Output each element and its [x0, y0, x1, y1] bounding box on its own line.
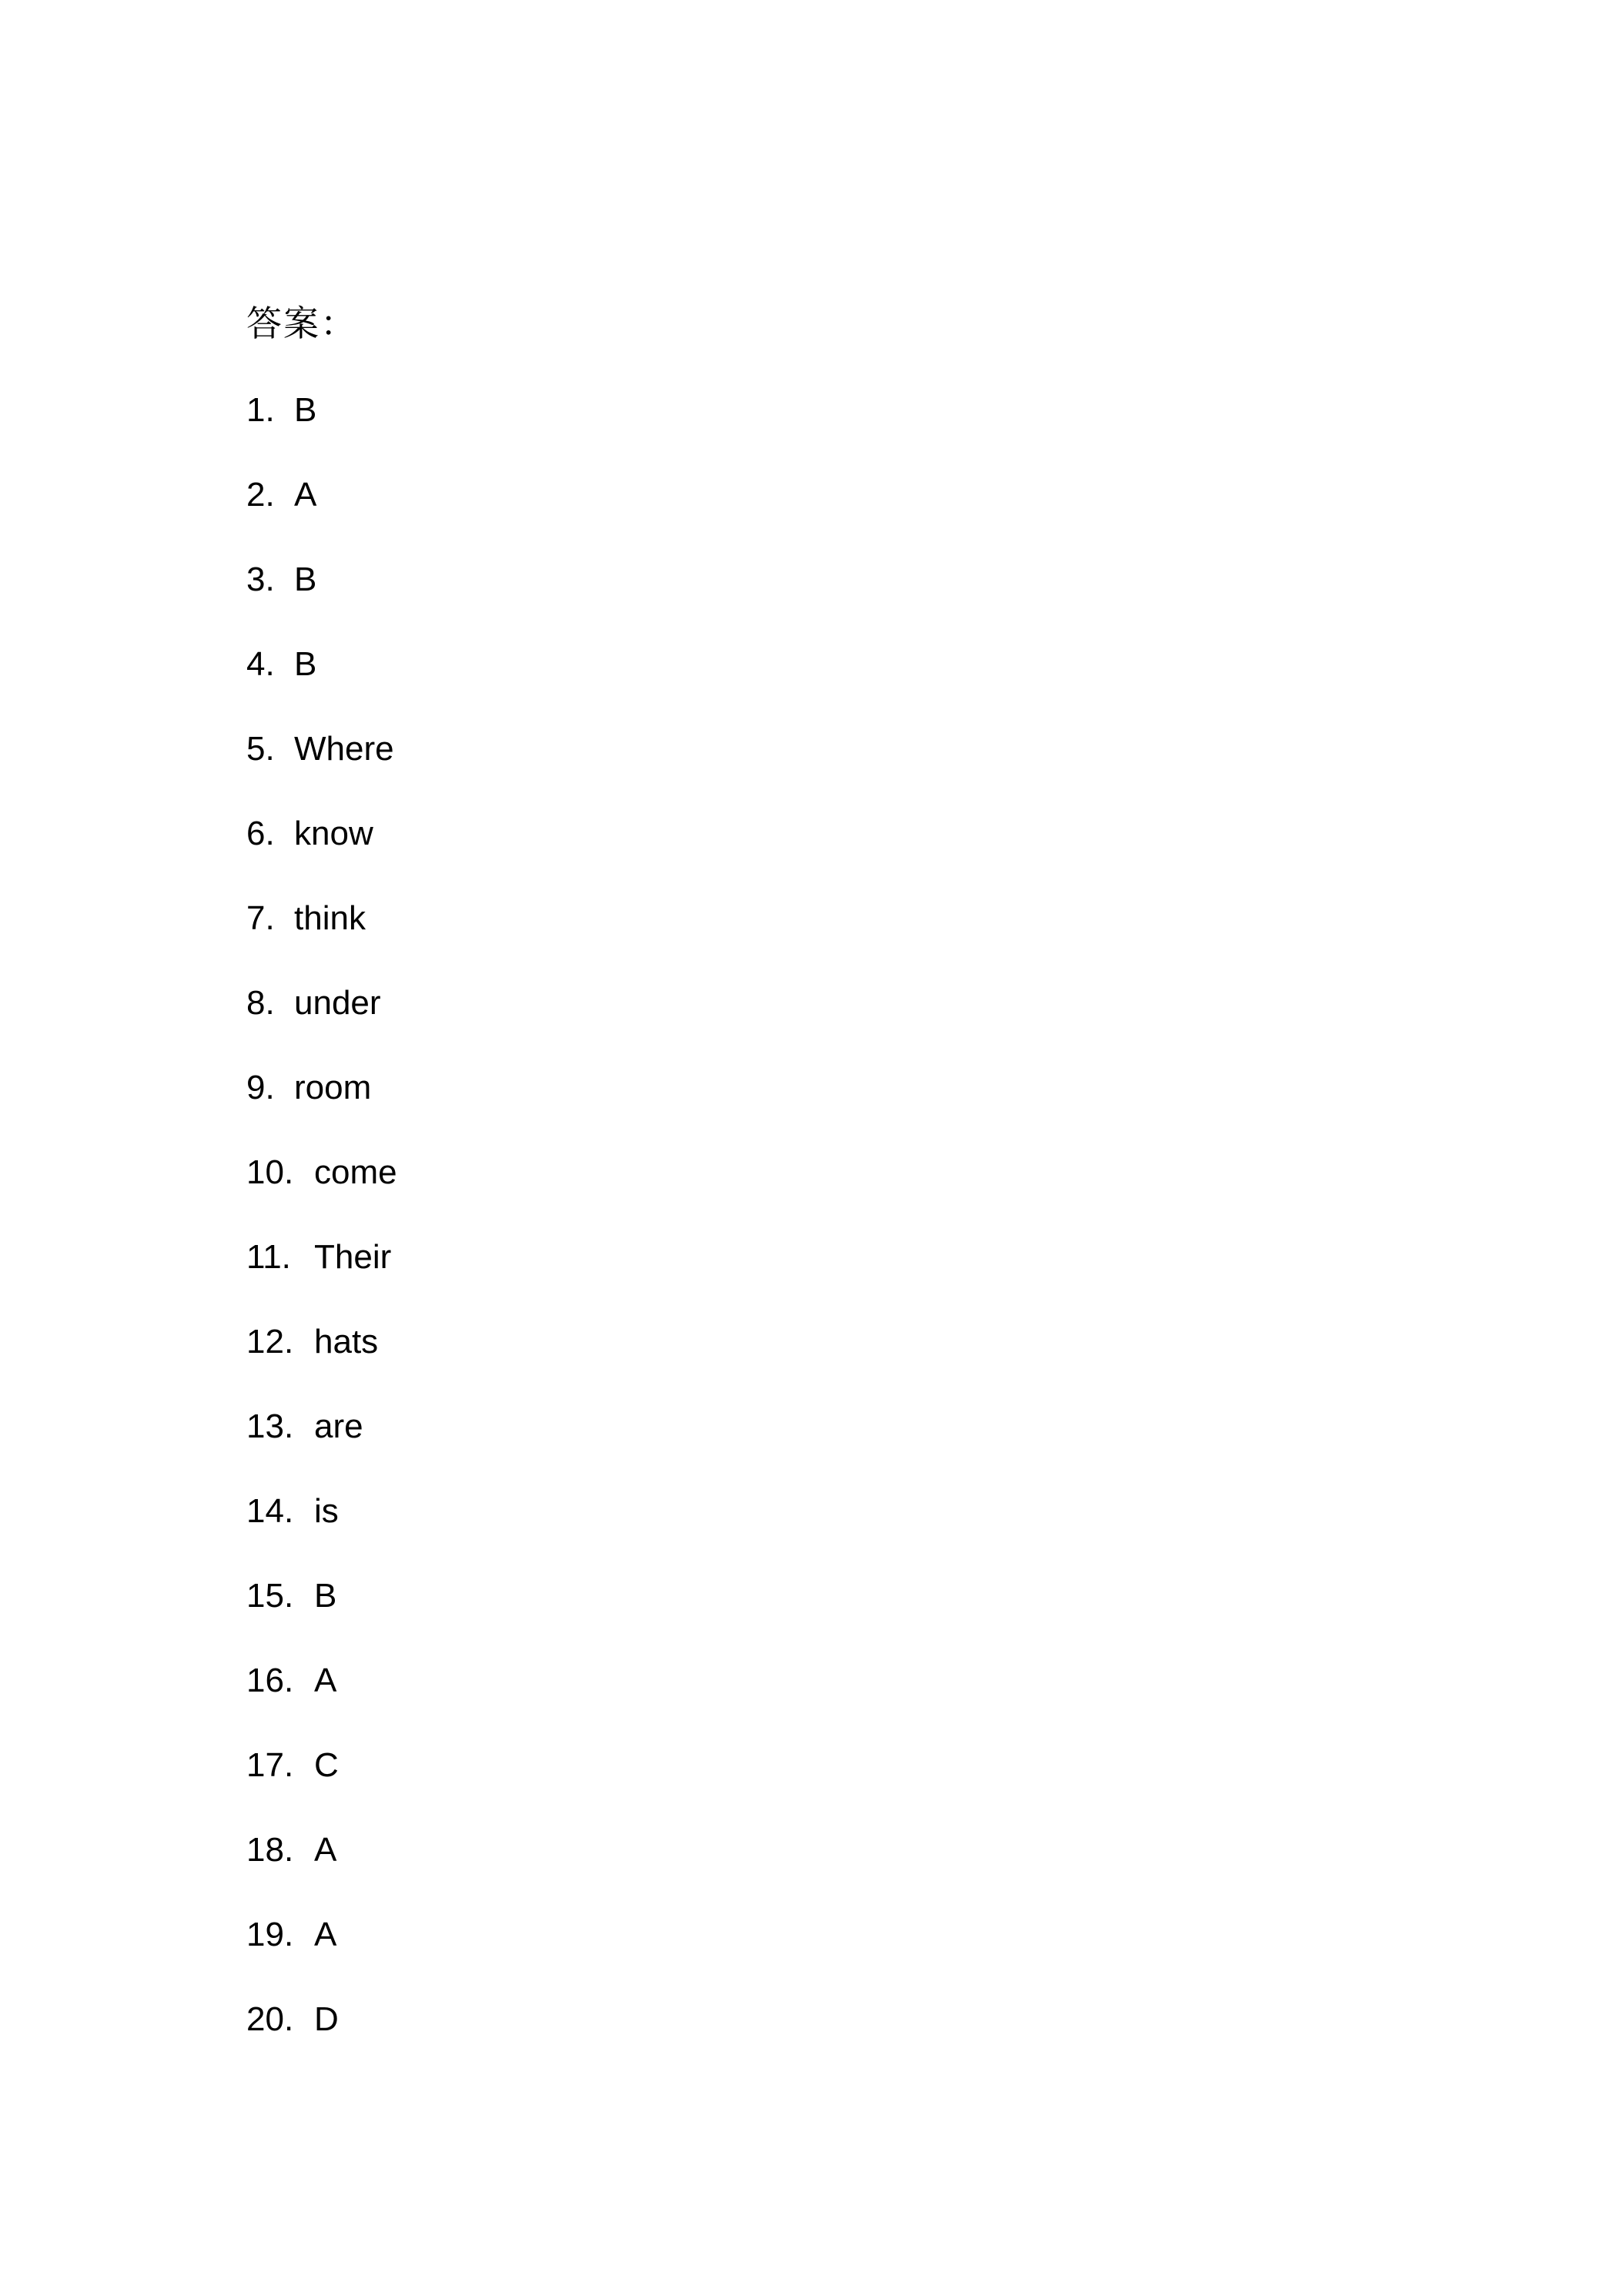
answer-item — [246, 1569, 337, 1623]
answer-item — [246, 468, 317, 522]
answer-item — [246, 1908, 337, 1962]
answer-value: think — [294, 899, 366, 937]
answer-item — [246, 638, 317, 691]
answer-value: B — [314, 1577, 337, 1615]
answer-value: hats — [314, 1323, 379, 1361]
answer-item — [246, 1230, 392, 1284]
answer-number: 14. — [246, 1492, 294, 1530]
answer-number: 7. — [246, 899, 275, 937]
answer-number: 3. — [246, 561, 275, 598]
answer-item — [246, 1061, 372, 1115]
answer-value: Where — [294, 730, 394, 768]
answer-item — [246, 1739, 339, 1792]
answer-value: C — [314, 1746, 339, 1784]
answer-item — [246, 1654, 337, 1708]
answer-number: 11. — [246, 1238, 291, 1276]
answer-value: room — [294, 1069, 372, 1106]
answer-item — [246, 722, 394, 776]
answer-value: Their — [314, 1238, 392, 1276]
answer-number: 17. — [246, 1746, 294, 1784]
answer-value: A — [294, 476, 317, 514]
answer-value: B — [294, 561, 317, 598]
answer-value: A — [314, 1916, 337, 1953]
answer-item — [246, 1146, 397, 1200]
answer-number: 6. — [246, 815, 275, 852]
answer-number: 19. — [246, 1916, 294, 1953]
answer-item — [246, 1484, 339, 1538]
answer-value: are — [314, 1407, 363, 1445]
answer-item — [246, 1400, 363, 1454]
answer-value: is — [314, 1492, 339, 1530]
answer-number: 12. — [246, 1323, 294, 1361]
answer-item — [246, 976, 381, 1030]
answer-item — [246, 383, 317, 437]
answer-item — [246, 1993, 339, 2047]
answer-number: 13. — [246, 1407, 294, 1445]
answer-number: 2. — [246, 476, 275, 514]
answer-value: A — [314, 1831, 337, 1869]
answer-number: 20. — [246, 2000, 294, 2038]
answer-number: 5. — [246, 730, 275, 768]
answer-number: 4. — [246, 645, 275, 683]
answer-number: 8. — [246, 984, 275, 1022]
answer-value: B — [294, 645, 317, 683]
answer-number: 15. — [246, 1577, 294, 1615]
answer-item — [246, 553, 317, 607]
answer-number: 16. — [246, 1662, 294, 1699]
answer-value: B — [294, 391, 317, 429]
answer-value: come — [314, 1153, 397, 1191]
answer-item — [246, 892, 366, 946]
answer-number: 18. — [246, 1831, 294, 1869]
answer-item — [246, 807, 373, 861]
answer-number: 9. — [246, 1069, 275, 1106]
answer-number: 10. — [246, 1153, 294, 1191]
answer-value: under — [294, 984, 381, 1022]
answer-value: A — [314, 1662, 337, 1699]
answer-value: D — [314, 2000, 339, 2038]
answer-item — [246, 1315, 379, 1369]
answer-number: 1. — [246, 391, 275, 429]
answer-value: know — [294, 815, 373, 852]
answer-heading: 答案： — [246, 303, 357, 344]
answer-item — [246, 1823, 337, 1877]
